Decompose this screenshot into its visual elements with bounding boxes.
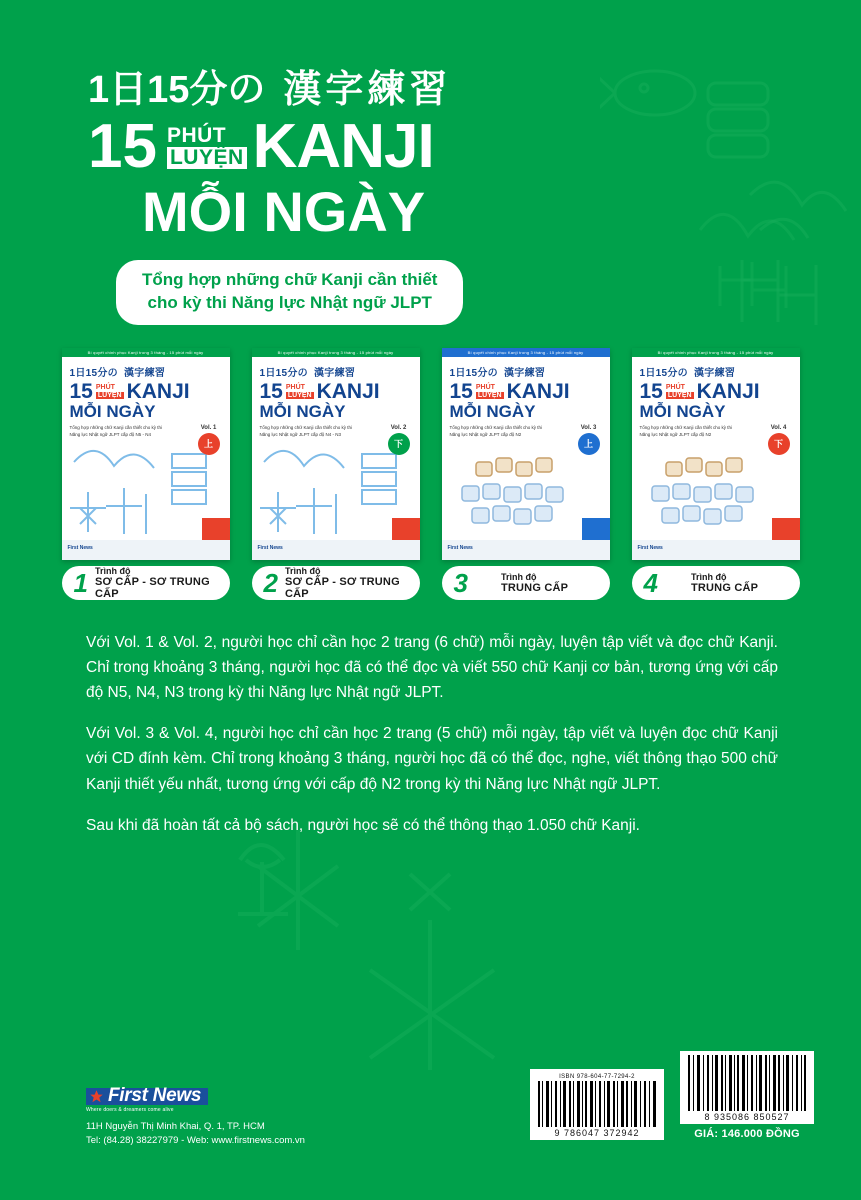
book-word-phut: PHÚT (95, 383, 115, 391)
level-line-2: SƠ CẤP - SƠ TRUNG CẤP (94, 575, 210, 601)
level-number: 2 (263, 568, 278, 598)
book-volume (388, 425, 410, 455)
book-top-strip: Bí quyết chinh phục Kanji trong 3 tháng - 15 phút mỗi ngày (632, 348, 800, 357)
book-japanese-part1: 1日15分の (639, 368, 688, 379)
japanese-headline-part2: 漢字練習 (283, 69, 452, 111)
level-badge-2 (252, 566, 420, 600)
book-japanese-line (70, 364, 222, 379)
publisher-logo (86, 1085, 208, 1106)
book-word-stack (96, 384, 124, 399)
cover-header (0, 70, 861, 325)
book-body (632, 357, 800, 560)
book-title-moingay: MỖI NGÀY (449, 402, 536, 421)
level-text (95, 566, 230, 601)
book-ribbon (772, 518, 800, 540)
description-text (86, 630, 778, 838)
ean-bars (686, 1055, 808, 1111)
book-volume (768, 425, 790, 455)
level-line-1: Trình độ (284, 565, 321, 576)
book-japanese-part1: 1日15分の (259, 368, 308, 379)
japanese-headline (88, 70, 861, 112)
ean-barcode (680, 1051, 814, 1124)
book-volume-badge: 上 (578, 433, 600, 455)
book-publisher: First News (637, 545, 663, 551)
book-footer (442, 540, 610, 560)
book-thumbnail[interactable] (632, 348, 800, 560)
isbn-barcode-block (530, 1069, 664, 1140)
level-line-1: Trình độ (690, 571, 727, 582)
price-label: GIÁ: 146.000 ĐỒNG (694, 1128, 800, 1140)
book-ribbon (202, 518, 230, 540)
book-title-row (70, 381, 222, 402)
book-word-phut: PHÚT (285, 383, 305, 391)
book-note: Tổng hợp những chữ Kanji cần thiết cho kỳ thi Năng lực Nhật ngữ JLPT cấp độ N2 (449, 425, 543, 437)
star-icon (89, 1089, 104, 1104)
level-badge-1 (62, 566, 230, 600)
level-badge-3 (442, 566, 610, 600)
book-title-number: 15 (449, 380, 473, 403)
level-label-row (0, 566, 861, 600)
title-row (88, 111, 861, 181)
book-title-kanji: KANJI (506, 380, 570, 403)
book-volume-label: Vol. 2 (390, 425, 407, 431)
publisher-logo-block (86, 1085, 305, 1149)
title-word-stack (167, 125, 247, 169)
tagline-line-2: cho kỳ thi Năng lực Nhật ngữ JLPT (147, 292, 432, 312)
book-japanese-line (450, 364, 602, 379)
book-publisher: First News (257, 545, 283, 551)
level-text (691, 572, 758, 594)
book-volume-badge: 下 (388, 433, 410, 455)
publisher-address: 11H Nguyễn Thị Minh Khai, Q. 1, TP. HCM (86, 1120, 265, 1132)
level-line-2: TRUNG CẤP (500, 581, 569, 594)
level-line-1: Trình độ (94, 565, 131, 576)
book-word-phut: PHÚT (665, 383, 685, 391)
level-text (285, 566, 420, 601)
book-title-row (640, 381, 792, 402)
level-text (501, 572, 568, 594)
book-word-stack (476, 384, 504, 399)
book-footer (252, 540, 420, 560)
book-publisher: First News (67, 545, 93, 551)
book-title-row (450, 381, 602, 402)
book-japanese-line (640, 364, 792, 379)
book-volume (198, 425, 220, 455)
isbn-bars (536, 1081, 658, 1127)
book-title-moingay: MỖI NGÀY (259, 402, 346, 421)
level-line-1: Trình độ (500, 571, 537, 582)
book-thumbnail[interactable] (442, 348, 610, 560)
book-japanese-part2: 漢字練習 (124, 368, 166, 379)
publisher-name: First News (108, 1085, 202, 1106)
description-paragraph-3: Sau khi đã hoàn tất cả bộ sách, người học sẽ có thể thông thạo 1.050 chữ Kanji. (86, 816, 640, 834)
book-japanese-part2: 漢字練習 (314, 368, 356, 379)
title-number: 15 (88, 111, 157, 181)
book-word-luyen: LUYỆN (667, 391, 692, 399)
isbn-label: ISBN 978-604-77-7294-2 (536, 1073, 658, 1081)
level-badge-4 (632, 566, 800, 600)
book-footer (632, 540, 800, 560)
title-word-phut: PHÚT (166, 123, 227, 147)
book-note: Tổng hợp những chữ Kanji cần thiết cho kỳ thi Năng lực Nhật ngữ JLPT cấp độ N4 - N3 (259, 425, 353, 437)
decorative-doodle-bottom (180, 800, 640, 1100)
book-title-moingay: MỖI NGÀY (639, 402, 726, 421)
book-word-luyen: LUYỆN (97, 391, 122, 399)
description-paragraph-1: Với Vol. 1 & Vol. 2, người học chỉ cần học 2 trang (6 chữ) mỗi ngày, luyện tập viết và đọc chữ Kanji. Chỉ trong khoảng 3 tháng, người học đã có thể đọc và viết 550 chữ Kanji cơ bản, tương ứng với cấp độ N5, N4, N3 trong kỳ thi Năng lực Nhật ngữ JLPT. (86, 634, 778, 702)
book-top-strip: Bí quyết chinh phục Kanji trong 3 tháng - 15 phút mỗi ngày (442, 348, 610, 357)
publisher-address-block (86, 1120, 305, 1149)
publisher-tagline: Where doers & dreamers come alive (86, 1106, 174, 1113)
title-moingay: MỖI NGÀY (142, 179, 426, 243)
tagline-line-1: Tổng hợp những chữ Kanji cần thiết (142, 269, 438, 289)
book-volume-badge: 下 (768, 433, 790, 455)
publisher-contact: Tel: (84.28) 38227979 - Web: www.firstnews.com.vn (86, 1134, 305, 1146)
isbn-number: 9 786047 372942 (554, 1128, 640, 1138)
level-number: 1 (73, 568, 88, 598)
book-publisher: First News (447, 545, 473, 551)
book-title-moingay: MỖI NGÀY (69, 402, 156, 421)
title-kanji-word: KANJI (252, 111, 434, 181)
book-japanese-line (260, 364, 412, 379)
book-word-phut: PHÚT (475, 383, 495, 391)
book-volume-label: Vol. 3 (580, 425, 597, 431)
book-note: Tổng hợp những chữ Kanji cần thiết cho kỳ thi Năng lực Nhật ngữ JLPT cấp độ N5 - N4 (69, 425, 163, 437)
title-word-luyen: LUYỆN (167, 147, 247, 169)
book-title-number: 15 (69, 380, 93, 403)
book-japanese-part1: 1日15分の (449, 368, 498, 379)
level-line-2: TRUNG CẤP (690, 581, 759, 594)
book-title-number: 15 (259, 380, 283, 403)
book-thumbnail-row (0, 348, 861, 560)
book-volume-label: Vol. 4 (770, 425, 787, 431)
book-top-strip: Bí quyết chinh phục Kanji trong 3 tháng - 15 phút mỗi ngày (252, 348, 420, 357)
ean-number: 8 935086 850527 (704, 1112, 790, 1122)
book-japanese-part2: 漢字練習 (504, 368, 546, 379)
book-top-strip: Bí quyết chinh phục Kanji trong 3 tháng - 15 phút mỗi ngày (62, 348, 230, 357)
book-title-kanji: KANJI (696, 380, 760, 403)
book-ribbon (392, 518, 420, 540)
ean-barcode-block (680, 1051, 814, 1140)
book-thumbnail[interactable] (252, 348, 420, 560)
book-word-luyen: LUYỆN (287, 391, 312, 399)
book-japanese-part2: 漢字練習 (694, 368, 736, 379)
book-ribbon (582, 518, 610, 540)
tagline-pill (116, 260, 463, 325)
book-footer (62, 540, 230, 560)
book-body (252, 357, 420, 560)
book-japanese-part1: 1日15分の (69, 368, 118, 379)
book-title-number: 15 (639, 380, 663, 403)
book-body (442, 357, 610, 560)
book-body (62, 357, 230, 560)
book-word-luyen: LUYỆN (477, 391, 502, 399)
description-paragraph-2: Với Vol. 3 & Vol. 4, người học chỉ cần học 2 trang (5 chữ) mỗi ngày, tập viết và luyện đọc chữ Kanji với CD đính kèm. Chỉ trong khoảng 3 tháng, người học đã có thể đọc, nghe, viết thông thạo 500 chữ Kanji thiết yếu nhất, tương ứng với cấp độ N2 trong kỳ thi Năng lực Nhật ngữ JLPT. (86, 725, 778, 793)
book-word-stack (286, 384, 314, 399)
book-word-stack (666, 384, 694, 399)
book-note: Tổng hợp những chữ Kanji cần thiết cho kỳ thi Năng lực Nhật ngữ JLPT cấp độ N2 (639, 425, 733, 437)
isbn-barcode (530, 1069, 664, 1140)
book-volume (578, 425, 600, 455)
japanese-headline-part1: 1日15分の (88, 69, 266, 111)
book-title-kanji: KANJI (316, 380, 380, 403)
book-volume-badge: 上 (198, 433, 220, 455)
book-thumbnail[interactable] (62, 348, 230, 560)
book-title-kanji: KANJI (126, 380, 190, 403)
level-line-2: SƠ CẤP - SƠ TRUNG CẤP (284, 575, 400, 601)
book-volume-label: Vol. 1 (200, 425, 217, 431)
level-number: 4 (643, 568, 658, 598)
level-number: 3 (453, 568, 468, 598)
book-title-row (260, 381, 412, 402)
